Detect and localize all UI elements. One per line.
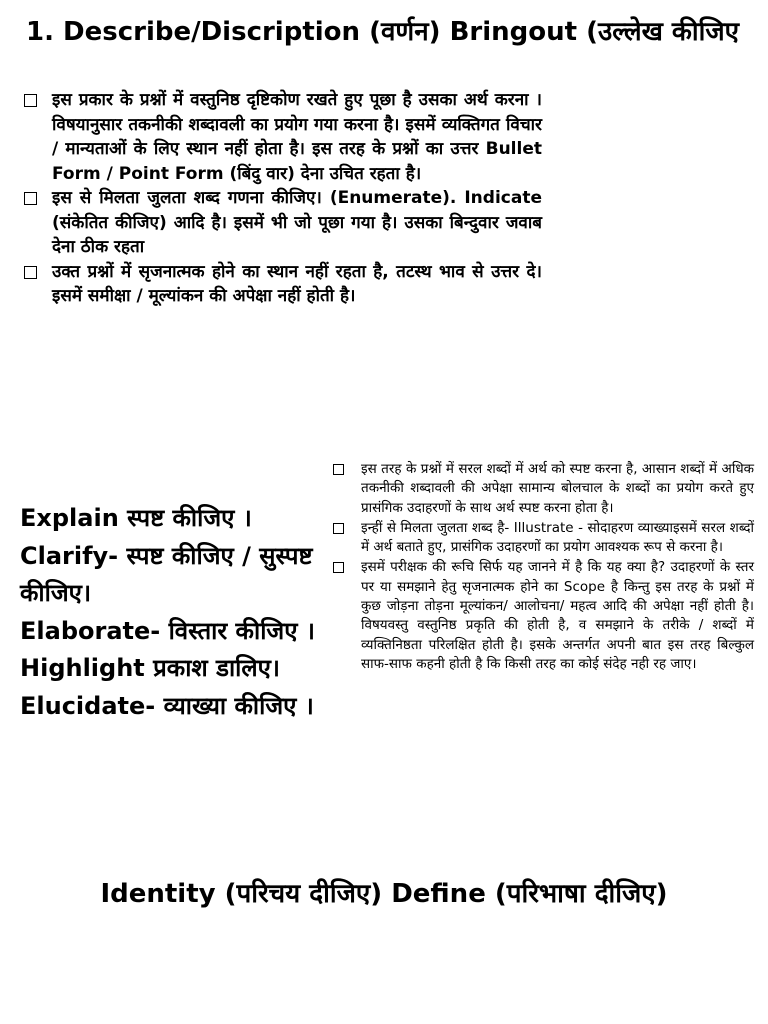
terms-list [20, 500, 325, 725]
checkbox-square-icon [333, 562, 344, 573]
list-item [333, 460, 754, 518]
list-item-text: इस तरह के प्रश्नों में सरल शब्दों में अर्थ को स्पष्ट करना है, आसान शब्दों में अधिक तकनीकी शब्दावली की अपेक्षा सामान्य बोलचाल के शब्दों का प्रयोग करते हुए प्रासंगिक उदाहरणों के साथ अर्थ स्पष्ट करना होता है। [361, 461, 754, 516]
list-item-text: इन्हीं से मिलता जुलता शब्द है- Illustrate - सोदाहरण व्याख्याइसमें सरल शब्दों में अर्थ बताते हुए, प्रासंगिक उदाहरणों का प्रयोग आवश्यक रूप से करना है। [361, 519, 754, 556]
footer-heading: Identity (परिचय दीजिए) Define (परिभाषा दीजिए) [100, 879, 668, 909]
page-title: 1. Describe/Discription (वर्णन) Bringout (उल्लेख कीजिए [26, 17, 740, 47]
list-item [333, 519, 754, 558]
list-item [24, 260, 542, 309]
list-item [24, 88, 542, 186]
list-item-text: इस प्रकार के प्रश्नों में वस्तुनिष्ठ दृष्टिकोण रखते हुए पूछा है उसका अर्थ करना । विषयानुसार तकनीकी शब्दावली का प्रयोग गया करना है। इसमें व्यक्तिगत विचार / मान्यताओं के लिए स्थान नहीं होता है। इस तरह के प्रश्नों का उत्तर Bullet Form / Point Form (बिंदु वार) देना उचित रहता है। [52, 90, 542, 184]
list-item-text: इस से मिलता जुलता शब्द गणना कीजिए। (Enumerate). Indicate (संकेतित कीजिए) आदि है। इसमें भी जो पूछा गया है। उसका बिन्दुवार जवाब देना ठीक रहता [52, 188, 542, 257]
checkbox-square-icon [333, 523, 344, 534]
term-elaborate: Elaborate- विस्तार कीजिए । [20, 616, 315, 645]
checkbox-square-icon [333, 464, 344, 475]
list-item-text: इसमें परीक्षक की रूचि सिर्फ यह जानने में है कि यह क्या है? उदाहरणों के स्तर पर या समझाने हेतु सृजनात्मक होने का Scope है किन्तु इस तरह के प्रश्नों में कुछ जोड़ना तोड़ना मूल्यांकन/ आलोचना/ महत्व आदि की अपेक्षा नहीं होती है।विषयवस्तु वस्तुनिष्ठ प्रकृति की होती है, व समझाने के तरीके / शब्दों में व्यक्तिनिष्ठता परिलक्षित होती है। इसके अन्तर्गत अपनी बात इस तरह बिल्कुल साफ-साफ कहनी होती है कि किसी तरह का कोई संदेह नही रह जाए। [361, 559, 754, 672]
term-elucidate: Elucidate- व्याख्या कीजिए । [20, 691, 314, 720]
list-item [333, 558, 754, 674]
term-highlight: Highlight प्रकाश डालिए। [20, 654, 281, 682]
checkbox-square-icon [24, 192, 37, 205]
list-item [24, 186, 542, 260]
right-bullet-list [333, 460, 754, 675]
term-clarify: Clarify- स्पष्ट कीजिए / सुस्पष्ट कीजिए। [20, 541, 313, 607]
top-bullet-list [24, 88, 542, 309]
checkbox-square-icon [24, 266, 37, 279]
list-item-text: उक्त प्रश्नों में सृजनात्मक होने का स्थान नहीं रहता है, तटस्थ भाव से उत्तर दे। इसमें समीक्षा / मूल्यांकन की अपेक्षा नहीं होती है। [52, 261, 542, 306]
checkbox-square-icon [24, 94, 37, 107]
term-explain: Explain स्पष्ट कीजिए । [20, 504, 252, 532]
